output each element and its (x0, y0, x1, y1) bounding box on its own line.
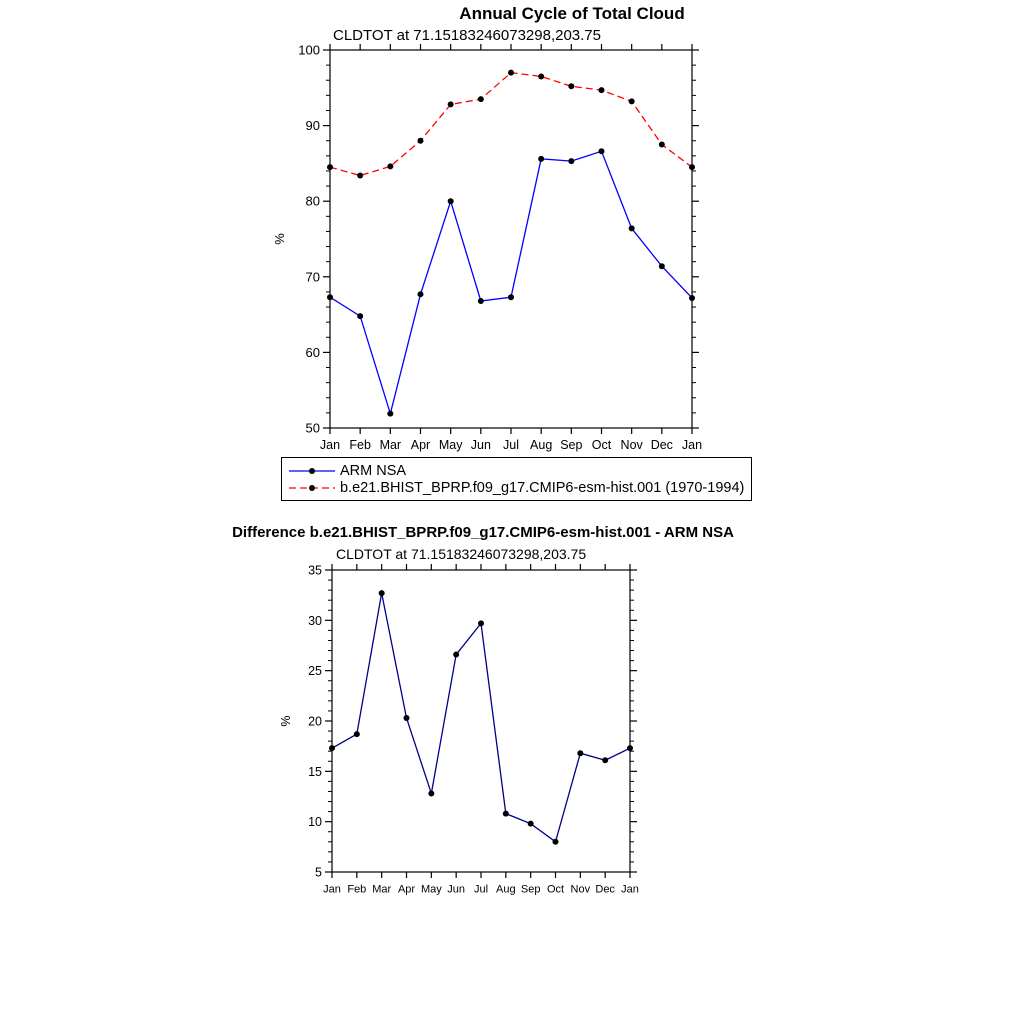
annual-cycle-plot (260, 44, 730, 459)
svg-text:30: 30 (308, 613, 322, 628)
svg-text:Jan: Jan (621, 883, 639, 896)
svg-text:25: 25 (308, 664, 322, 679)
svg-text:Oct: Oct (546, 883, 565, 896)
svg-text:70: 70 (305, 269, 320, 285)
svg-text:100: 100 (298, 44, 320, 58)
svg-text:May: May (438, 438, 463, 452)
svg-text:Aug: Aug (530, 438, 553, 452)
y-tick-labels (298, 44, 320, 436)
series-lines (332, 593, 630, 842)
svg-text:15: 15 (308, 764, 322, 779)
svg-text:50: 50 (305, 420, 320, 436)
y-axis-ticks (323, 50, 699, 428)
svg-text:Nov: Nov (620, 438, 643, 452)
svg-text:Dec: Dec (650, 438, 673, 452)
svg-text:%: % (272, 233, 287, 245)
legend-solid-line-icon (287, 464, 337, 478)
x-tick-labels (323, 884, 639, 896)
svg-text:Mar: Mar (379, 438, 402, 452)
svg-text:Jul: Jul (473, 883, 489, 896)
x-axis-ticks (332, 564, 630, 878)
y-axis-label (279, 715, 293, 726)
svg-text:60: 60 (305, 344, 320, 360)
svg-text:Feb: Feb (347, 883, 367, 896)
x-tick-labels (320, 438, 702, 452)
chart-subtitle: CLDTOT at 71.15183246073298,203.75 (333, 27, 601, 44)
svg-text:Oct: Oct (591, 438, 612, 452)
svg-text:Sep: Sep (520, 883, 541, 896)
plot-frame (332, 570, 630, 872)
chart-subtitle: CLDTOT at 71.15183246073298,203.75 (336, 546, 587, 562)
svg-text:Jun: Jun (470, 438, 491, 452)
svg-text:Dec: Dec (595, 883, 615, 896)
y-axis-ticks (325, 570, 637, 872)
legend-item-label: b.e21.BHIST_BPRP.f09_g17.CMIP6-esm-hist.001 (1970-1994) (340, 479, 745, 496)
svg-text:Jun: Jun (447, 883, 466, 896)
plot-frame (330, 50, 692, 428)
svg-text:Jan: Jan (323, 883, 341, 896)
difference-plot (260, 564, 680, 904)
legend-item (287, 480, 746, 496)
chart-title: Annual Cycle of Total Cloud (459, 4, 685, 23)
series-markers (327, 70, 695, 417)
svg-text:Apr: Apr (397, 883, 416, 896)
svg-text:Jan: Jan (319, 438, 341, 452)
svg-text:Jan: Jan (681, 438, 703, 452)
legend-item-label: ARM NSA (340, 462, 407, 479)
svg-text:10: 10 (308, 815, 322, 830)
y-tick-labels (308, 564, 322, 880)
svg-text:May: May (420, 883, 442, 896)
svg-text:%: % (279, 715, 293, 727)
svg-text:80: 80 (305, 193, 320, 209)
legend-item (287, 463, 746, 479)
svg-text:Mar: Mar (372, 883, 392, 896)
svg-text:Sep: Sep (560, 438, 583, 452)
svg-text:20: 20 (308, 714, 322, 729)
svg-text:5: 5 (315, 865, 322, 880)
x-axis-ticks (330, 44, 692, 434)
chart-title: Difference b.e21.BHIST_BPRP.f09_g17.CMIP6-esm-hist.001 - ARM NSA (232, 524, 734, 541)
svg-text:Apr: Apr (410, 438, 431, 452)
series-lines (330, 73, 692, 414)
svg-text:Feb: Feb (349, 438, 371, 452)
svg-text:35: 35 (308, 564, 322, 578)
svg-text:Jul: Jul (503, 438, 519, 452)
y-axis-label (272, 233, 287, 245)
svg-text:Aug: Aug (496, 883, 516, 896)
legend (281, 457, 752, 501)
svg-text:90: 90 (305, 118, 320, 134)
legend-dashed-line-icon (287, 481, 337, 495)
svg-text:Nov: Nov (570, 883, 591, 896)
